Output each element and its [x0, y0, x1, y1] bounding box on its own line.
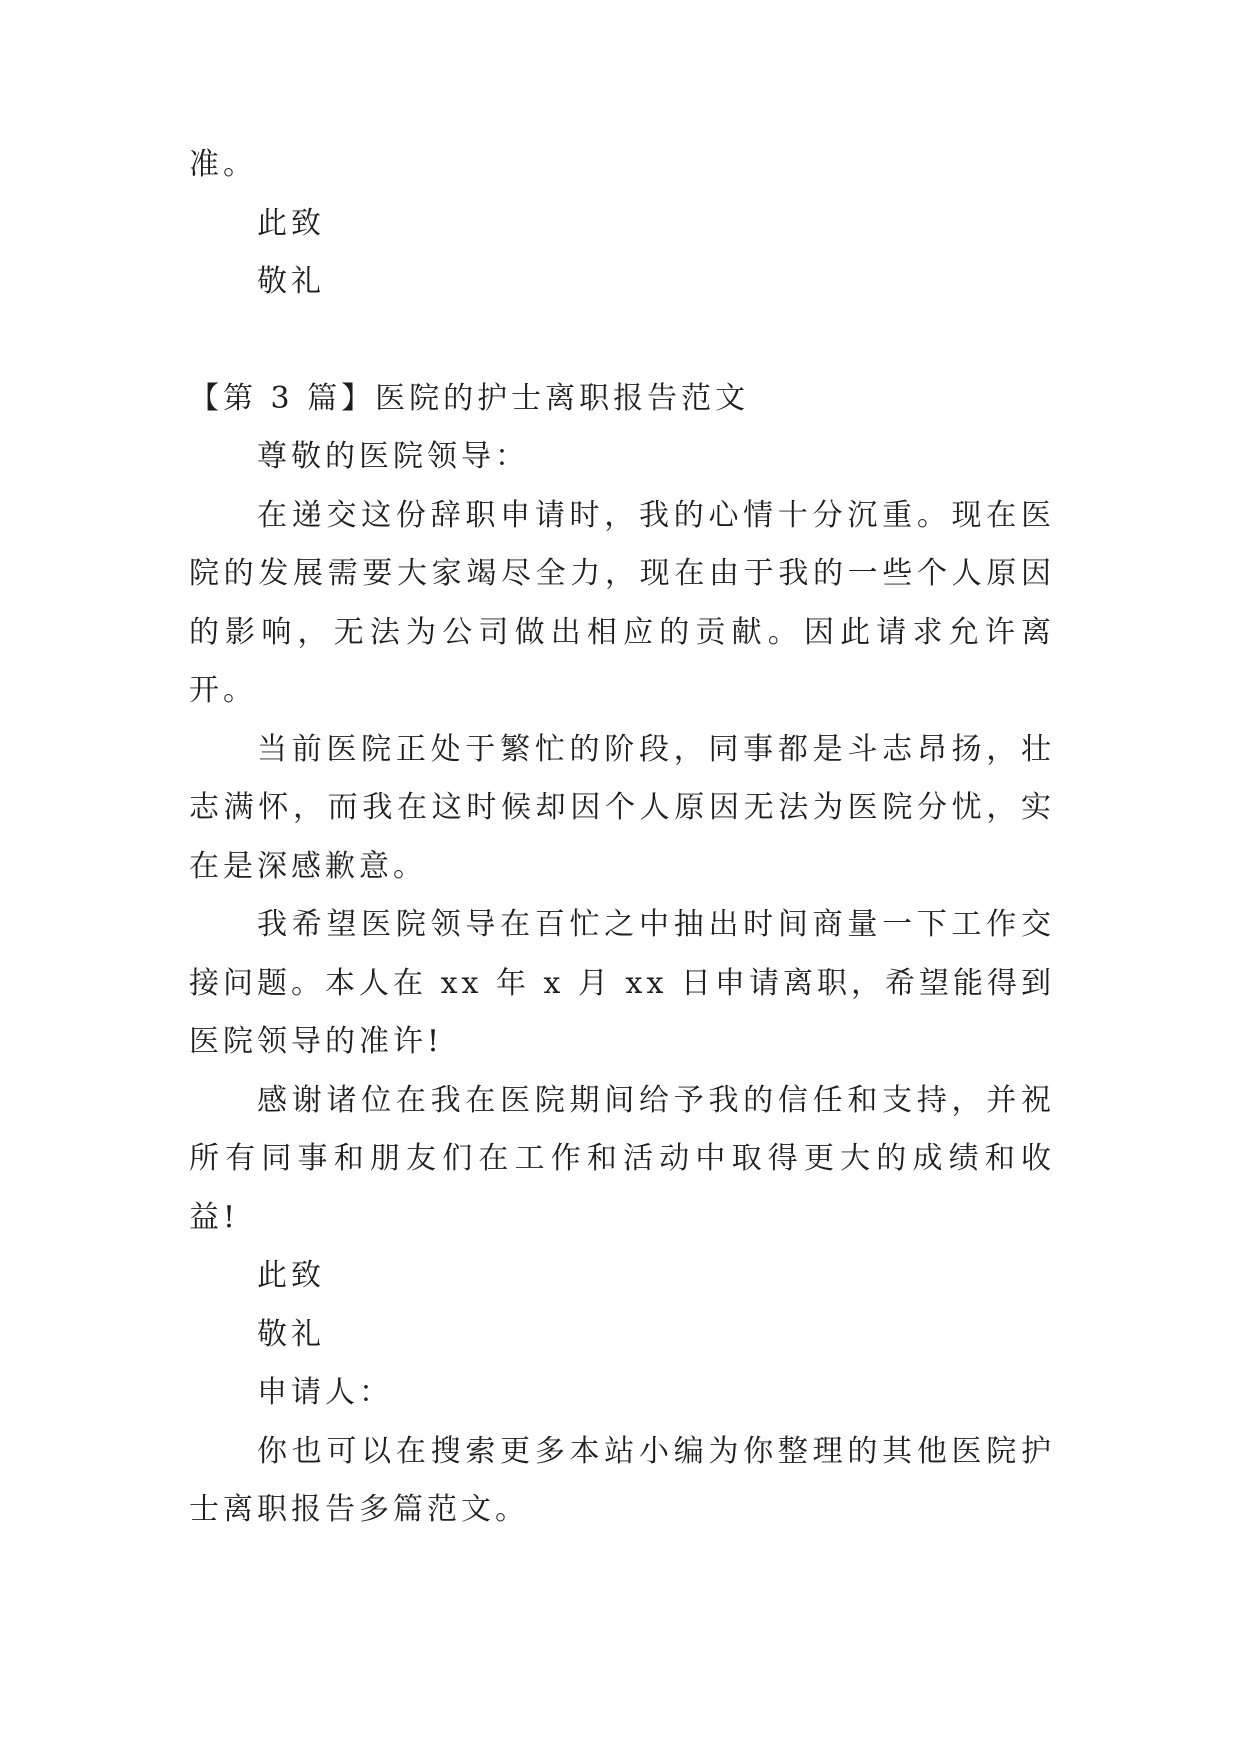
- closing-salute: 敬礼: [257, 1316, 325, 1352]
- body-paragraph: 当前医院正处于繁忙的阶段，同事都是斗志昂扬，壮志满怀，而我在这时候却因个人原因无法为医院分忧，实在是深感歉意。: [189, 731, 1055, 884]
- closing-greeting: 此致: [257, 205, 325, 241]
- body-paragraph: 感谢诸位在我在医院期间给予我的信任和支持，并祝所有同事和朋友们在工作和活动中取得更大的成绩和收益!: [189, 1082, 1055, 1235]
- body-paragraph: 在递交这份辞职申请时，我的心情十分沉重。现在医院的发展需要大家竭尽全力，现在由于我的一些个人原因的影响，无法为公司做出相应的贡献。因此请求允许离开。: [189, 497, 1055, 708]
- applicant-label: 申请人：: [257, 1375, 393, 1410]
- article-heading: 【第 3 篇】医院的护士离职报告范文: [189, 380, 750, 416]
- salutation: 尊敬的医院领导：: [257, 439, 529, 474]
- body-paragraph: 我希望医院领导在百忙之中抽出时间商量一下工作交接问题。本人在 xx 年 x 月 xx 日申请离职，希望能得到医院领导的准许!: [189, 907, 1055, 1059]
- section-gap: [189, 312, 1055, 370]
- continuation-text: 准。: [189, 147, 257, 182]
- document-body: [189, 136, 1055, 1540]
- closing-salute: 敬礼: [257, 264, 325, 299]
- footer-note: 你也可以在搜索更多本站小编为你整理的其他医院护士离职报告多篇范文。: [189, 1433, 1055, 1527]
- closing-greeting: 此致: [257, 1258, 325, 1293]
